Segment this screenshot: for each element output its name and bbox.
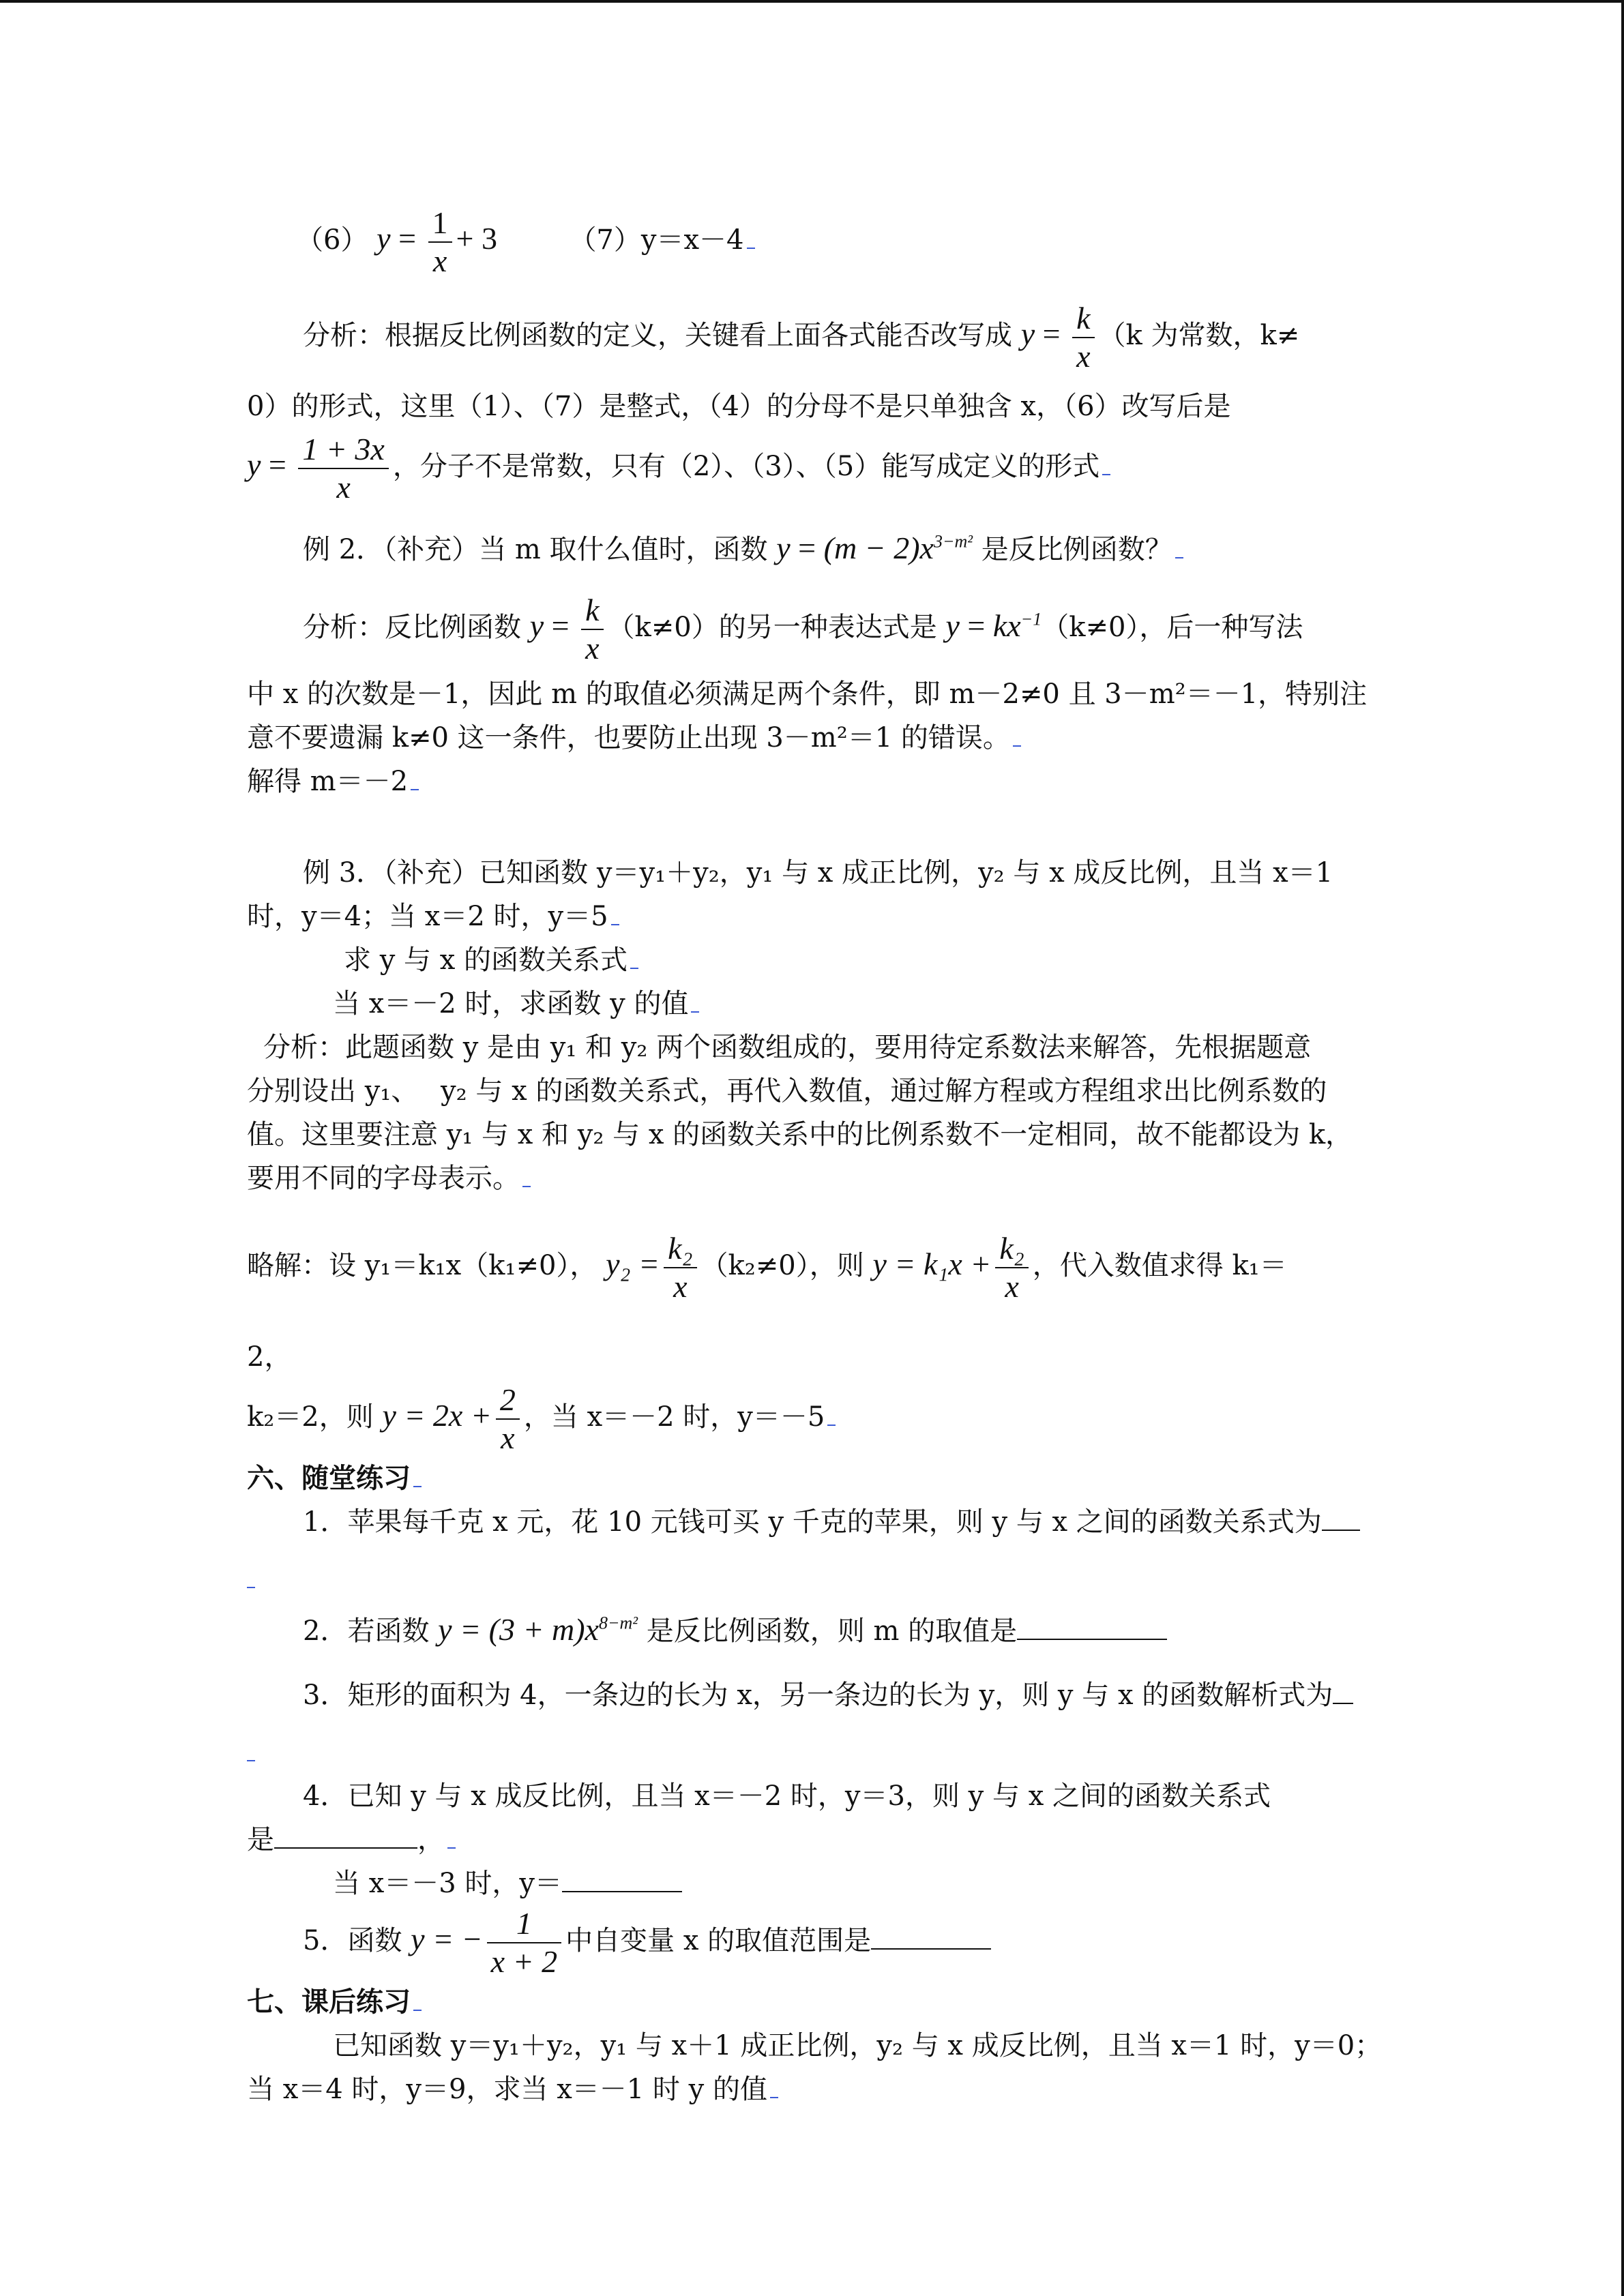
paragraph-mark	[413, 2010, 422, 2011]
text: 解得 m＝－2	[247, 766, 409, 797]
math-expression: y = 2x +	[382, 1398, 492, 1433]
text: ，当 x＝－2 时，y＝－5	[523, 1401, 825, 1433]
exercise3	[247, 1673, 1379, 1717]
label-6: （6）	[296, 224, 368, 256]
answer-blank[interactable]	[562, 1864, 682, 1892]
example3-line2	[247, 895, 1379, 938]
section7-title	[247, 1980, 1379, 2024]
text: 略解：设 y₁＝k₁x（k₁≠0），	[247, 1250, 597, 1281]
math-expression: $y = (m - 2)x^{3-m^2}$	[776, 531, 973, 565]
fraction-1plus3x-over-x	[298, 431, 388, 506]
text: 2．若函数	[303, 1615, 430, 1647]
section-heading: 七、课后练习	[247, 1986, 411, 2018]
fraction-1-over-x	[428, 205, 452, 280]
math-expression: y = −	[411, 1922, 483, 1956]
page-border-top	[0, 0, 1624, 3]
math-exponent: −1	[1020, 609, 1042, 629]
answer-blank[interactable]	[1322, 1502, 1360, 1531]
text: 1．苹果每千克 x 元，花 10 元钱可买 y 千克的苹果，则 y 与 x 之间的函数关系式为	[303, 1506, 1322, 1538]
text: 当 x＝4 时，y＝9，求当 x＝－1 时 y 的值	[247, 2074, 767, 2105]
fraction-2-over-x	[496, 1382, 520, 1457]
fraction-numerator: k₂	[664, 1230, 696, 1268]
solution-line2: 2，	[247, 1341, 292, 1373]
paragraph-mark	[630, 968, 638, 969]
math-y2: y₂ =	[606, 1247, 660, 1281]
fraction-1-over-xplus2	[487, 1905, 561, 1980]
paragraph-mark	[413, 1486, 422, 1487]
answer-blank[interactable]	[1333, 1675, 1353, 1704]
example3-analysis2: 分别设出 y₁、 y₂ 与 x 的函数关系式，再代入数值，通过解方程或方程组求出比例系数的	[247, 1075, 1327, 1107]
fraction-numerator: 1	[428, 205, 452, 243]
math-y: y =	[1020, 316, 1069, 351]
paragraph-mark	[411, 789, 419, 790]
exercise2	[247, 1608, 1379, 1653]
paragraph-mark	[1175, 557, 1183, 558]
fraction-k-over-x	[581, 592, 603, 667]
math-expression	[438, 1612, 638, 1647]
math-expression: y = k₁x +	[872, 1247, 992, 1281]
text: （k≠0），后一种写法	[1042, 612, 1303, 643]
text: 要用不同的字母表示。	[247, 1163, 520, 1194]
math-y: y =	[247, 447, 295, 482]
fraction-numerator: k₂	[995, 1230, 1028, 1268]
exercise5	[247, 1905, 1379, 1980]
text: 例 2．（补充）当 m 取什么值时，函数	[303, 534, 768, 565]
exercise4-line3	[247, 1862, 1379, 1905]
text: 求 y 与 x 的函数关系式	[344, 944, 628, 976]
analysis2-line3	[247, 716, 1379, 760]
analysis2-line4	[247, 760, 1379, 803]
paragraph-mark	[691, 1011, 699, 1013]
section6-title	[247, 1457, 1379, 1500]
fraction-denominator: x	[501, 1420, 515, 1455]
fraction-numerator: 1 + 3x	[298, 431, 388, 469]
solution-line1	[247, 1230, 1379, 1305]
example2	[247, 526, 1379, 571]
fraction-numerator: k	[1072, 300, 1094, 338]
fraction-k2-over-x	[995, 1230, 1028, 1305]
analysis2-line2: 中 x 的次数是－1，因此 m 的取值必须满足两个条件，即 m－2≠0 且 3－m²＝－1，特别注	[247, 679, 1368, 710]
exercise1	[247, 1500, 1379, 1544]
fraction-denominator: x	[1076, 339, 1091, 374]
paragraph-mark	[611, 924, 619, 925]
text: 当 x＝－3 时，y＝	[333, 1868, 563, 1899]
paragraph-mark	[827, 1425, 836, 1426]
math-y-equals: y =	[377, 221, 424, 256]
answer-blank[interactable]	[1017, 1611, 1167, 1640]
example3-question1	[247, 938, 1379, 982]
math-exponent: 8−m²	[598, 1613, 638, 1633]
text: k₂＝2，则	[247, 1401, 374, 1433]
text: 分析：反比例函数	[303, 612, 521, 643]
paragraph-mark	[1102, 474, 1110, 475]
fraction-denominator: x	[585, 631, 600, 666]
text: 分析：根据反比例函数的定义，关键看上面各式能否改写成	[303, 320, 1012, 351]
text: ，分子不是常数，只有（2）、（3）、（5）能写成定义的形式	[392, 451, 1100, 482]
example3-question2	[247, 982, 1379, 1026]
math-base: (m − 2)x	[823, 531, 934, 565]
exercise3-mark	[247, 1731, 1379, 1774]
math-base: y = (3 + m)x	[438, 1612, 599, 1647]
example3-analysis3: 值。这里要注意 y₁ 与 x 和 y₂ 与 x 的函数关系中的比例系数不一定相同，故不能都设为 k，	[247, 1119, 1353, 1150]
math-expression: $y = kx^{-1}$	[945, 608, 1042, 643]
fraction-numerator: 1	[487, 1905, 561, 1943]
fraction-denominator: x	[336, 470, 351, 505]
fraction-denominator: x	[432, 243, 447, 278]
paragraph-mark	[247, 1760, 255, 1761]
text: ，代入数值求得 k₁＝	[1032, 1250, 1287, 1281]
text: 是	[247, 1824, 274, 1855]
text: （k₂≠0），则	[700, 1250, 864, 1281]
text: 是反比例函数？	[981, 534, 1172, 565]
text: 中自变量 x 的取值范围是	[565, 1925, 872, 1956]
solution-line3	[247, 1382, 1379, 1457]
math-exponent: 3−m²	[933, 531, 973, 552]
paragraph-mark	[770, 2097, 778, 2098]
homework-line2	[247, 2068, 1379, 2111]
answer-blank[interactable]	[274, 1820, 417, 1849]
items-6-7	[240, 205, 1379, 280]
paragraph-mark	[1013, 745, 1021, 747]
fraction-denominator: x + 2	[490, 1944, 558, 1979]
analysis2-line1	[247, 592, 1379, 667]
analysis1-line3	[247, 431, 1379, 506]
text: 时，y＝4；当 x＝2 时，y＝5	[247, 901, 608, 932]
paragraph-mark	[447, 1847, 456, 1849]
math-base: kx	[992, 608, 1021, 643]
fraction-k-over-x	[1072, 300, 1094, 375]
fraction-k2-over-x	[664, 1230, 696, 1305]
text: 意不要遗漏 k≠0 这一条件，也要防止出现 3－m²＝1 的错误。	[247, 722, 1010, 754]
math-y: y =	[529, 608, 578, 643]
analysis1-line1	[247, 300, 1379, 375]
fraction-denominator: x	[673, 1269, 688, 1304]
document-page	[247, 205, 1383, 2111]
paragraph-mark	[747, 248, 755, 249]
exercise4-line1: 4．已知 y 与 x 成反比例，且当 x＝－2 时，y＝3，则 y 与 x 之间的函数关系式	[303, 1780, 1271, 1812]
text: 5．函数	[303, 1925, 402, 1956]
text: ，	[417, 1824, 445, 1855]
fraction-numerator: 2	[496, 1382, 520, 1420]
example3-line1: 例 3．（补充）已知函数 y＝y₁＋y₂，y₁ 与 x 成正比例，y₂ 与 x 成反比例，且当 x＝1	[303, 857, 1333, 889]
paragraph-mark	[247, 1587, 255, 1588]
section-heading: 六、随堂练习	[247, 1463, 411, 1494]
answer-blank[interactable]	[871, 1921, 991, 1950]
fraction-numerator: k	[581, 592, 603, 630]
exercise4-line2	[247, 1818, 1379, 1862]
paragraph-mark	[522, 1186, 531, 1187]
analysis1-line2: 0）的形式，这里（1）、（7）是整式，（4）的分母不是只单独含 x，（6）改写后是	[247, 391, 1231, 422]
text: （k≠0）的另一种表达式是	[607, 612, 937, 643]
fraction-denominator: x	[1005, 1269, 1019, 1304]
label-7: （7）y＝x－4	[569, 224, 744, 256]
example3-analysis4	[247, 1157, 1379, 1200]
page-border-right	[1621, 0, 1624, 2296]
text: 3．矩形的面积为 4，一条边的长为 x，另一条边的长为 y，则 y 与 x 的函数解析式为	[303, 1680, 1333, 1711]
homework-line1: 已知函数 y＝y₁＋y₂，y₁ 与 x＋1 成正比例，y₂ 与 x 成反比例，且当 x＝1 时，y＝0；	[333, 2030, 1383, 2061]
math-plus-3: + 3	[456, 221, 497, 256]
exercise1-mark	[247, 1557, 1379, 1601]
example3-analysis1: 分析：此题函数 y 是由 y₁ 和 y₂ 两个函数组成的，要用待定系数法来解答，先根据题意	[263, 1032, 1312, 1063]
text: （k 为常数，k≠	[1098, 320, 1300, 351]
text: 当 x＝－2 时，求函数 y 的值	[333, 988, 689, 1019]
text: 是反比例函数，则 m 的取值是	[646, 1615, 1018, 1647]
